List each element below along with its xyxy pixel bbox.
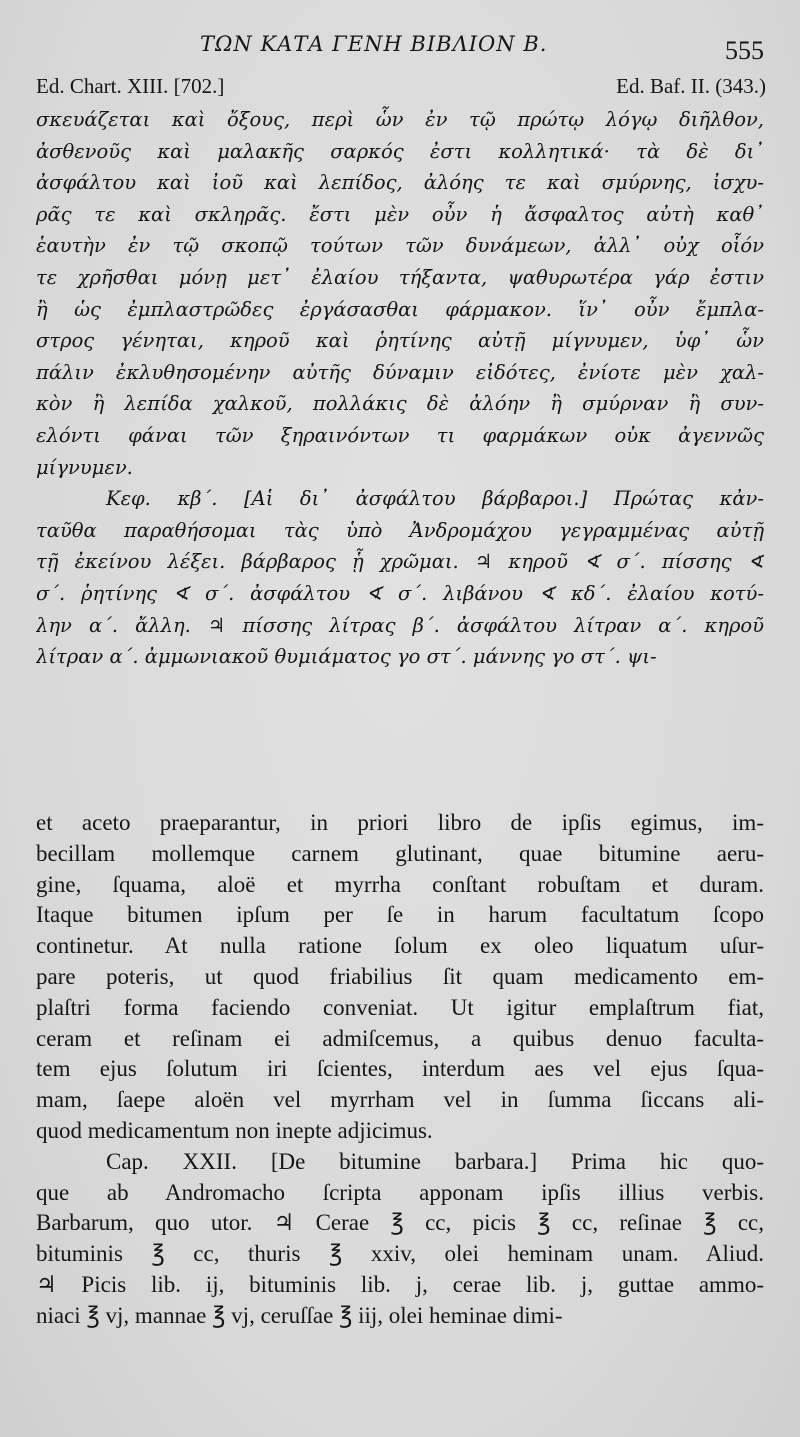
- latin-text-line: mam, ſaepe aloën vel myrrham vel in ſumma ſiccans ali-: [36, 1087, 764, 1113]
- greek-text-line: σκευάζεται καὶ ὄξους, περὶ ὧν ἐν τῷ πρώτῳ λόγῳ διῆλθον,: [36, 108, 764, 131]
- greek-text-line: ἑαυτὴν ἐν τῷ σκοπῷ τούτων τῶν δυνάμεων, ἀλλ᾽ οὐχ οἷόν: [36, 234, 764, 258]
- greek-text-line: ἢ ὡς ἐμπλαστρῶδες ἐργάσασθαι φάρμακον. ἵν᾽ οὖν ἔμπλα-: [36, 297, 764, 321]
- latin-text-line: plaſtri forma faciendo conveniat. Ut igitur emplaſtrum fiat,: [36, 994, 764, 1020]
- greek-text-line: λην α΄. ἄλλη. ♃ πίσσης λίτρας β΄. ἀσφάλτου λίτραν α΄. κηροῦ: [36, 613, 764, 637]
- greek-text-line: τε χρῆσθαι μόνῃ μετ᾽ ἐλαίου τήξαντα, ψαθυρωτέρα γάρ ἐστιν: [36, 265, 764, 289]
- latin-text-line: becillam mollemque carnem glutinant, quae bitumine aeru-: [36, 840, 764, 866]
- running-title: ΤΩΝ ΚΑΤΑ ΓΕΝΗ ΒΙΒΛΙΟΝ Β.: [200, 32, 548, 56]
- latin-text-line: ceram et reſinam ei admiſcemus, a quibus denuo faculta-: [36, 1025, 764, 1051]
- edition-chartier-reference: Ed. Chart. XIII. [702.]: [36, 74, 225, 98]
- latin-text-block: [36, 808, 764, 1332]
- latin-text-line: Cap. XXII. [De bitumine barbara.] Prima hic quo-: [106, 1148, 764, 1174]
- running-head: [0, 28, 800, 65]
- latin-text-line: pare poteris, ut quod friabilius ſit quam medicamento em-: [36, 963, 764, 989]
- latin-text-line: niaci ℥ vj, mannae ℥ vj, ceruſſae ℥ iij, olei heminae dimi-: [36, 1302, 563, 1328]
- latin-text-line: tem ejus ſolutum iri ſcientes, interdum aes vel ejus ſqua-: [36, 1056, 764, 1082]
- greek-text-line: Κεφ. κβ΄. [Αἱ δι᾽ ἀσφάλτου βάρβαροι.] Πρώτας κἀν-: [106, 487, 764, 511]
- latin-text-line: bituminis ℥ cc, thuris ℥ xxiv, olei heminam unam. Aliud.: [36, 1241, 764, 1267]
- latin-text-line: Itaque bitumen ipſum per ſe in harum facultatum ſcopo: [36, 902, 764, 928]
- greek-text-line: στρος γένηται, κηροῦ καὶ ῥητίνης αὐτῇ μίγνυμεν, ὑφ᾽ ὧν: [36, 329, 764, 353]
- greek-text-line: ἀσφάλτου καὶ ἰοῦ καὶ λεπίδος, ἀλόης τε καὶ σμύρνης, ἰσχυ-: [36, 171, 764, 195]
- greek-text-line: κὸν ἢ λεπίδα χαλκοῦ, πολλάκις δὲ ἀλόην ἢ σμύρναν ἢ συν-: [36, 392, 764, 416]
- latin-text-line: gine, ſquama, aloë et myrrha conſtant robuſtam et duram.: [36, 871, 764, 897]
- greek-text-block: [36, 104, 764, 673]
- edition-basel-reference: Ed. Baf. II. (343.): [616, 74, 766, 98]
- greek-text-line: μίγνυμεν.: [36, 455, 133, 479]
- latin-text-line: Barbarum, quo utor. ♃ Cerae ℥ cc, picis ℥ cc, reſinae ℥ cc,: [36, 1210, 764, 1236]
- latin-text-line: continetur. At nulla ratione ſolum ex oleo liquatum uſur-: [36, 933, 764, 959]
- greek-text-line: ελόντι φάναι τῶν ξηραινόντων τι φαρμάκων οὐκ ἀγεννῶς: [36, 423, 764, 447]
- greek-text-line: πάλιν ἐκλυθησομένην αὐτῆς δύναμιν εἰδότες, ἐνίοτε μὲν χαλ-: [36, 360, 764, 384]
- greek-text-line: τῇ ἐκείνου λέξει. βάρβαρος ᾗ χρῶμαι. ♃ κηροῦ ∢ σ΄. πίσσης ∢: [36, 550, 764, 574]
- greek-text-line: ταῦθα παραθήσομαι τὰς ὑπὸ Ἀνδρομάχου γεγραμμένας αὐτῇ: [36, 518, 764, 542]
- greek-text-line: ρᾶς τε καὶ σκληρᾶς. ἔστι μὲν οὖν ἡ ἄσφαλτος αὐτὴ καθ᾽: [36, 202, 764, 226]
- page-number: 555: [725, 36, 764, 65]
- greek-text-line: λίτραν α΄. ἀμμωνιακοῦ θυμιάματος γο στ΄. μάννης γο στ΄. ψι-: [36, 645, 657, 669]
- latin-text-line: que ab Andromacho ſcripta apponam ipſis illius verbis.: [36, 1179, 764, 1205]
- greek-text-line: ἀσθενοῦς καὶ μαλακῆς σαρκός ἐστι κολλητικά· τὰ δὲ δι᾽: [36, 139, 764, 163]
- greek-text-line: σ΄. ῥητίνης ∢ σ΄. ἀσφάλτου ∢ σ΄. λιβάνου ∢ κδ΄. ἐλαίου κοτύ-: [36, 581, 764, 605]
- edition-reference-line: [36, 74, 766, 100]
- latin-text-line: quod medicamentum non inepte adjicimus.: [36, 1117, 433, 1143]
- latin-text-line: ♃ Picis lib. ij, bituminis lib. j, cerae lib. j, guttae ammo-: [36, 1271, 764, 1297]
- latin-text-line: et aceto praeparantur, in priori libro de ipſis egimus, im-: [36, 810, 764, 835]
